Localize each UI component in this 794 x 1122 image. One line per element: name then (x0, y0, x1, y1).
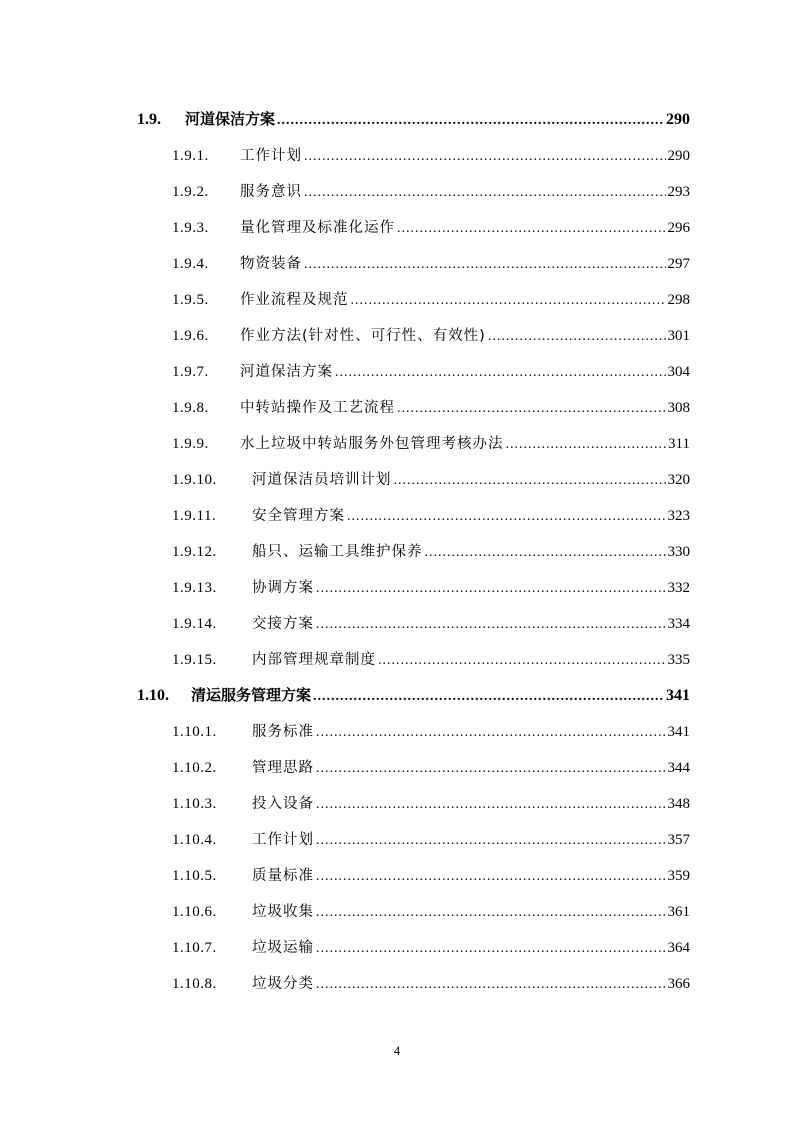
toc-entry-number: 1.9. (137, 111, 161, 128)
toc-leader-dots (425, 545, 666, 561)
toc-entry-page: 366 (667, 976, 690, 992)
toc-leader-dots (488, 329, 666, 345)
toc-leader-dots (347, 509, 666, 525)
toc-entry[interactable] (172, 396, 690, 432)
toc-leader-dots (397, 401, 666, 417)
toc-entry-title: 物资装备 (240, 256, 302, 272)
toc-entry-page: 348 (667, 796, 690, 812)
toc-entry-page: 298 (667, 292, 690, 308)
toc-entry-number: 1.10.8. (172, 976, 217, 992)
toc-entry-page: 297 (667, 256, 690, 272)
toc-leader-dots (335, 365, 666, 381)
toc-entry[interactable] (172, 252, 690, 288)
toc-entry[interactable] (172, 540, 690, 576)
toc-entry-page: 359 (667, 868, 690, 884)
toc-leader-dots (313, 689, 664, 705)
toc-entry-number: 1.10.5. (172, 868, 217, 884)
page-number: 4 (393, 1043, 401, 1058)
toc-entry[interactable] (172, 504, 690, 540)
toc-entry-number: 1.9.14. (172, 616, 217, 632)
toc-entry-number: 1.9.12. (172, 544, 217, 560)
toc-leader-dots (316, 797, 666, 813)
toc-entry-number: 1.9.3. (172, 220, 209, 236)
toc-entry[interactable] (172, 720, 690, 756)
toc-entry-title: 管理思路 (252, 760, 314, 776)
toc-entry-page: 290 (666, 111, 690, 128)
toc-leader-dots (304, 185, 666, 201)
toc-entry-page: 357 (667, 832, 690, 848)
toc-entry[interactable] (172, 936, 690, 972)
toc-leader-dots (397, 221, 666, 237)
toc-entry-page: 323 (667, 508, 690, 524)
toc-entry[interactable] (172, 756, 690, 792)
toc-entry[interactable] (172, 576, 690, 612)
toc-entry[interactable] (172, 612, 690, 648)
toc-entry[interactable] (172, 360, 690, 396)
toc-entry[interactable] (172, 900, 690, 936)
toc-entry[interactable] (172, 324, 690, 360)
toc-entry-page: 290 (667, 148, 690, 164)
toc-entry-number: 1.10.1. (172, 724, 217, 740)
toc-entry-number: 1.10.6. (172, 904, 217, 920)
toc-entry-title: 交接方案 (252, 616, 314, 632)
toc-entry-number: 1.10.2. (172, 760, 217, 776)
toc-entry-page: 308 (667, 400, 690, 416)
toc-entry-title: 投入设备 (252, 796, 314, 812)
toc-entry-title: 河道保洁方案 (185, 110, 276, 128)
toc-entry-title: 船只、运输工具维护保养 (252, 544, 423, 560)
toc-entry-title: 作业方法(针对性、可行性、有效性) (240, 328, 486, 344)
toc-leader-dots (316, 833, 666, 849)
toc-entry-title: 工作计划 (252, 832, 314, 848)
toc-entry-title: 质量标准 (252, 868, 314, 884)
toc-entry-number: 1.9.8. (172, 400, 209, 416)
toc-leader-dots (304, 149, 666, 165)
toc-entry[interactable] (172, 216, 690, 252)
toc-entry[interactable] (172, 648, 690, 684)
toc-section-heading[interactable] (137, 108, 690, 144)
toc-entry[interactable] (172, 468, 690, 504)
toc-entry-page: 304 (667, 364, 690, 380)
toc-entry-number: 1.9.15. (172, 652, 217, 668)
toc-entry[interactable] (172, 180, 690, 216)
toc-leader-dots (316, 617, 666, 633)
toc-entry-number: 1.10.4. (172, 832, 217, 848)
toc-entry-page: 301 (667, 328, 690, 344)
toc-entry-page: 364 (667, 940, 690, 956)
toc-entry[interactable] (172, 288, 690, 324)
toc-leader-dots (316, 941, 666, 957)
toc-entry-title: 服务意识 (240, 184, 302, 200)
toc-entry-number: 1.9.9. (172, 436, 209, 452)
toc-entry-number: 1.10.3. (172, 796, 217, 812)
toc-entry-number: 1.9.4. (172, 256, 209, 272)
toc-entry-page: 334 (667, 616, 690, 632)
toc-entry-title: 服务标准 (252, 724, 314, 740)
toc-entry-title: 协调方案 (252, 580, 314, 596)
toc-entry-title: 河道保洁方案 (240, 364, 333, 380)
toc-entry-title: 河道保洁员培训计划 (252, 472, 392, 488)
toc-entry-title: 水上垃圾中转站服务外包管理考核办法 (240, 436, 504, 452)
toc-entry-title: 清运服务管理方案 (191, 686, 312, 704)
toc-entry-page: 341 (666, 687, 690, 704)
toc-leader-dots (506, 437, 667, 453)
toc-entry-page: 293 (667, 184, 690, 200)
toc-entry-page: 296 (667, 220, 690, 236)
toc-leader-dots (304, 257, 666, 273)
toc-entry-number: 1.9.7. (172, 364, 209, 380)
toc-leader-dots (394, 473, 666, 489)
toc-entry[interactable] (172, 972, 690, 1008)
toc-entry[interactable] (172, 432, 690, 468)
toc-leader-dots (316, 761, 666, 777)
toc-entry-number: 1.9.1. (172, 148, 209, 164)
toc-leader-dots (316, 725, 666, 741)
toc-leader-dots (351, 293, 666, 309)
toc-entry-title: 垃圾分类 (252, 976, 314, 992)
toc-entry-title: 内部管理规章制度 (252, 652, 376, 668)
toc-entry-number: 1.10.7. (172, 940, 217, 956)
toc-entry-number: 1.9.5. (172, 292, 209, 308)
toc-section-heading[interactable] (137, 684, 690, 720)
toc-entry-page: 330 (667, 544, 690, 560)
toc-entry[interactable] (172, 144, 690, 180)
toc-entry[interactable] (172, 828, 690, 864)
toc-entry-number: 1.9.6. (172, 328, 209, 344)
toc-entry-title: 中转站操作及工艺流程 (240, 400, 395, 416)
toc-entry-page: 311 (668, 436, 690, 452)
toc-entry-title: 工作计划 (240, 148, 302, 164)
toc-leader-dots (316, 977, 666, 993)
toc-entry-title: 垃圾收集 (252, 904, 314, 920)
toc-entry-number: 1.9.13. (172, 580, 217, 596)
toc-entry-title: 垃圾运输 (252, 940, 314, 956)
toc-entry[interactable] (172, 792, 690, 828)
toc-entry-title: 安全管理方案 (252, 508, 345, 524)
toc-entry[interactable] (172, 864, 690, 900)
toc-entry-number: 1.9.2. (172, 184, 209, 200)
toc-leader-dots (316, 905, 666, 921)
toc-entry-number: 1.9.11. (172, 508, 217, 524)
toc-leader-dots (277, 113, 664, 129)
toc-entry-page: 335 (667, 652, 690, 668)
toc-leader-dots (378, 653, 666, 669)
toc-entry-title: 作业流程及规范 (240, 292, 349, 308)
toc-leader-dots (316, 869, 666, 885)
toc-entry-page: 320 (667, 472, 690, 488)
toc-entry-page: 341 (667, 724, 690, 740)
toc-leader-dots (316, 581, 666, 597)
toc-entry-page: 332 (667, 580, 690, 596)
toc-entry-number: 1.10. (137, 687, 169, 704)
toc-entry-number: 1.9.10. (172, 472, 217, 488)
toc-entry-title: 量化管理及标准化运作 (240, 220, 395, 236)
toc-entry-page: 361 (667, 904, 690, 920)
toc-entry-page: 344 (667, 760, 690, 776)
